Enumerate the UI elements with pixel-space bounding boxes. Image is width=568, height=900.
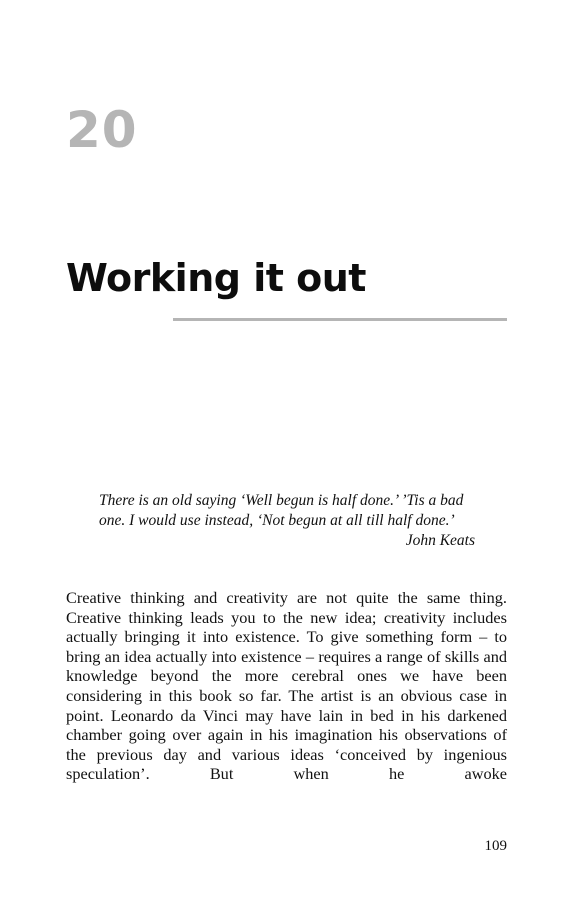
page-number: 109 bbox=[484, 838, 507, 854]
epigraph bbox=[99, 491, 475, 551]
title-divider bbox=[173, 318, 507, 321]
epigraph-quote: There is an old saying ‘Well begun is half done.’ ’Tis a bad one. I would use instead, ‘Not begun at all till half done.’ bbox=[99, 492, 464, 529]
chapter-number: 20 bbox=[66, 101, 138, 159]
body-paragraph: Creative thinking and creativity are not quite the same thing. Creative thinking leads you to the new idea; creativity includes actually bringing it into existence. To give something form – to bring an idea actually into existence – requires a range of skills and knowledge beyond the more cerebral ones we have been considering in this book so far. The artist is an obvious case in point. Leonardo da Vinci may have lain in bed in his darkened chamber going over again in his imagination his observations of the previous day and various ideas ‘conceived by ingenious speculation’. But when he awoke bbox=[66, 588, 507, 784]
chapter-title: Working it out bbox=[66, 256, 366, 300]
epigraph-attribution: John Keats bbox=[405, 532, 475, 549]
